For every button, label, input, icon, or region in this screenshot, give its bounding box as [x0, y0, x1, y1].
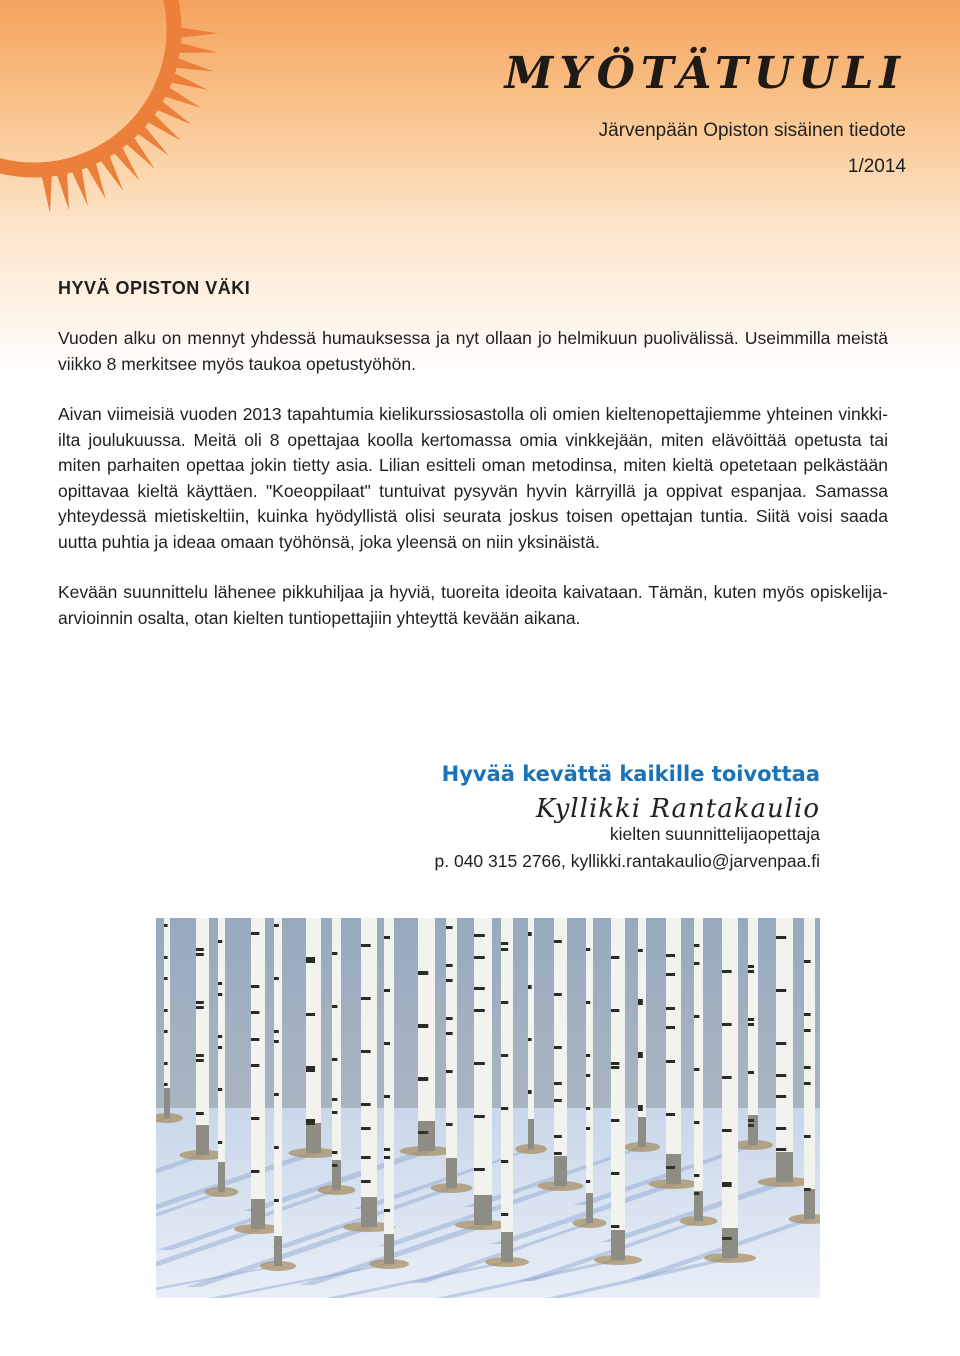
- issue-number: 1/2014: [847, 156, 906, 177]
- article-heading: HYVÄ OPISTON VÄKI: [58, 278, 251, 298]
- birch-forest-photo: [156, 918, 820, 1298]
- closing-block: [435, 762, 821, 872]
- photo-illustration: [156, 918, 820, 1298]
- newsletter-subtitle: Järvenpään Opiston sisäinen tiedote: [598, 120, 906, 141]
- sun-icon: [0, 0, 300, 270]
- newsletter-title: MYÖTÄTUULI: [504, 48, 906, 99]
- article-paragraph: Kevään suunnittelu lähenee pikkuhiljaa ja hyviä, tuoreita ideoita kaivataan. Tämän, kuten myös opiskelija-arvioinnin osalta, otan kielten tuntiopettajiin yhteyttä kevään aikana.: [58, 582, 888, 628]
- article-body: [58, 326, 888, 656]
- author-role: kielten suunnittelijaopettaja: [609, 824, 820, 844]
- masthead: [504, 48, 906, 178]
- contact-info: p. 040 315 2766, kyllikki.rantakaulio@jarvenpaa.fi: [434, 851, 820, 871]
- greeting: Hyvää kevättä kaikille toivottaa: [441, 762, 820, 786]
- article-paragraph: Aivan viimeisiä vuoden 2013 tapahtumia kielikurssiosastolla oli omien kieltenopettajiemme yhteinen vinkki-ilta joulukuussa. Meitä oli 8 opettajaa koolla kertomassa omia vinkkejään, miten elävöittää opetusta tai miten parhaiten opettaa jokin tietty asia. Lilian esitteli oman metodinsa, miten kieltä opetetaan pelkästään opittavaa kieltä käyttäen. "Koeoppilaat" tuntuivat pysyvän hyvin kärryillä ja oppivat espanjaa. Samassa yhteydessä mietiskeltiin, kuinka hyödyllistä olisi seurata joskus toisen opettajan tuntia. Siitä voisi saada uutta puhtia ja ideaa omaan työhönsä, joka yleensä on niin yksinäistä.: [58, 404, 888, 552]
- article-paragraph: Vuoden alku on mennyt yhdessä humauksessa ja nyt ollaan jo helmikuun puolivälissä. Useimmilla meistä viikko 8 merkitsee myös taukoa opetustyöhön.: [58, 328, 888, 374]
- signature: Kyllikki Rantakaulio: [535, 794, 820, 824]
